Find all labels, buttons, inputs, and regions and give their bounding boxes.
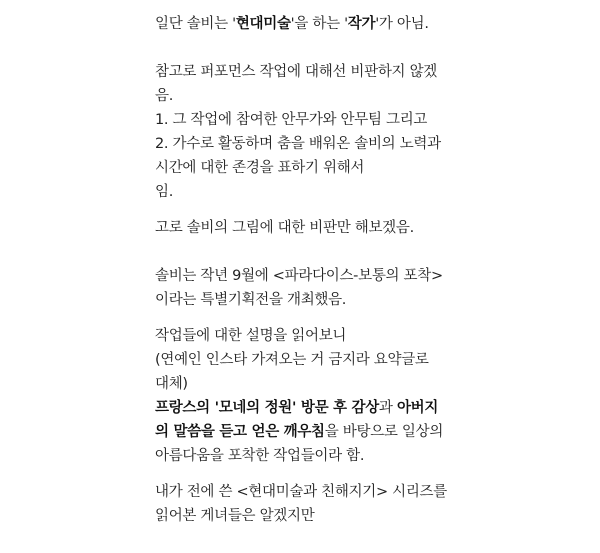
text-line: 2. 가수로 활동하며 춤을 배워온 솔비의 노력과: [155, 136, 441, 152]
article-body: [155, 12, 455, 528]
text-line-bold-mixed: [155, 420, 455, 444]
text-line: 고로 솔비의 그림에 대한 비판만 해보겠음.: [155, 220, 414, 236]
text-line: 솔비는 작년 9월에 <파라다이스-보통의 포착>: [155, 268, 443, 284]
text-line: 음.: [155, 88, 174, 104]
bold-text-artist: 작가: [347, 16, 376, 32]
paragraph-critique-scope: [155, 216, 455, 240]
text-line: 이라는 특별기획전을 개최했음.: [155, 292, 347, 308]
text-line: (연예인 인스타 가져오는 거 금지라 요약글로: [155, 352, 429, 368]
text-line: 작업들에 대한 설명을 읽어보니: [155, 328, 347, 344]
paragraph-exhibition: [155, 264, 455, 312]
paragraph-work-description: [155, 324, 455, 468]
text-line: 임.: [155, 184, 174, 200]
paragraph-intro: [155, 12, 455, 36]
bold-text: 의 말씀을 듣고 얻은 깨우침: [155, 424, 325, 440]
paragraph-series-reference: [155, 480, 455, 528]
text-line: 내가 전에 쓴 <현대미술과 친해지기> 시리즈를: [155, 484, 447, 500]
text-run: '을 하는 ': [290, 16, 348, 32]
text-run: 일단 솔비는 ': [155, 16, 236, 32]
paragraph-performance-note: [155, 60, 455, 204]
bold-text-contemporary-art: 현대미술: [235, 16, 291, 32]
text-run: '가 아님.: [375, 16, 429, 32]
bold-text: 프랑스의 '모네의 정원' 방문 후 감상: [155, 400, 379, 416]
text-line: 대체): [155, 376, 188, 392]
text-line: 참고로 퍼포먼스 작업에 대해선 비판하지 않겠: [155, 64, 437, 80]
text-line: 아름다움을 포착한 작업들이라 함.: [155, 448, 365, 464]
text-line: 1. 그 작업에 참여한 안무가와 안무팀 그리고: [155, 112, 428, 128]
bold-text: 아버지: [396, 400, 439, 416]
text-line: 시간에 대한 존경을 표하기 위해서: [155, 160, 365, 176]
text-line: 읽어본 게녀들은 알겠지만: [155, 508, 315, 524]
text-line-bold-mixed: [155, 396, 455, 420]
text-run: 을 바탕으로 일상의: [324, 424, 444, 440]
text-run: 과: [378, 400, 397, 416]
